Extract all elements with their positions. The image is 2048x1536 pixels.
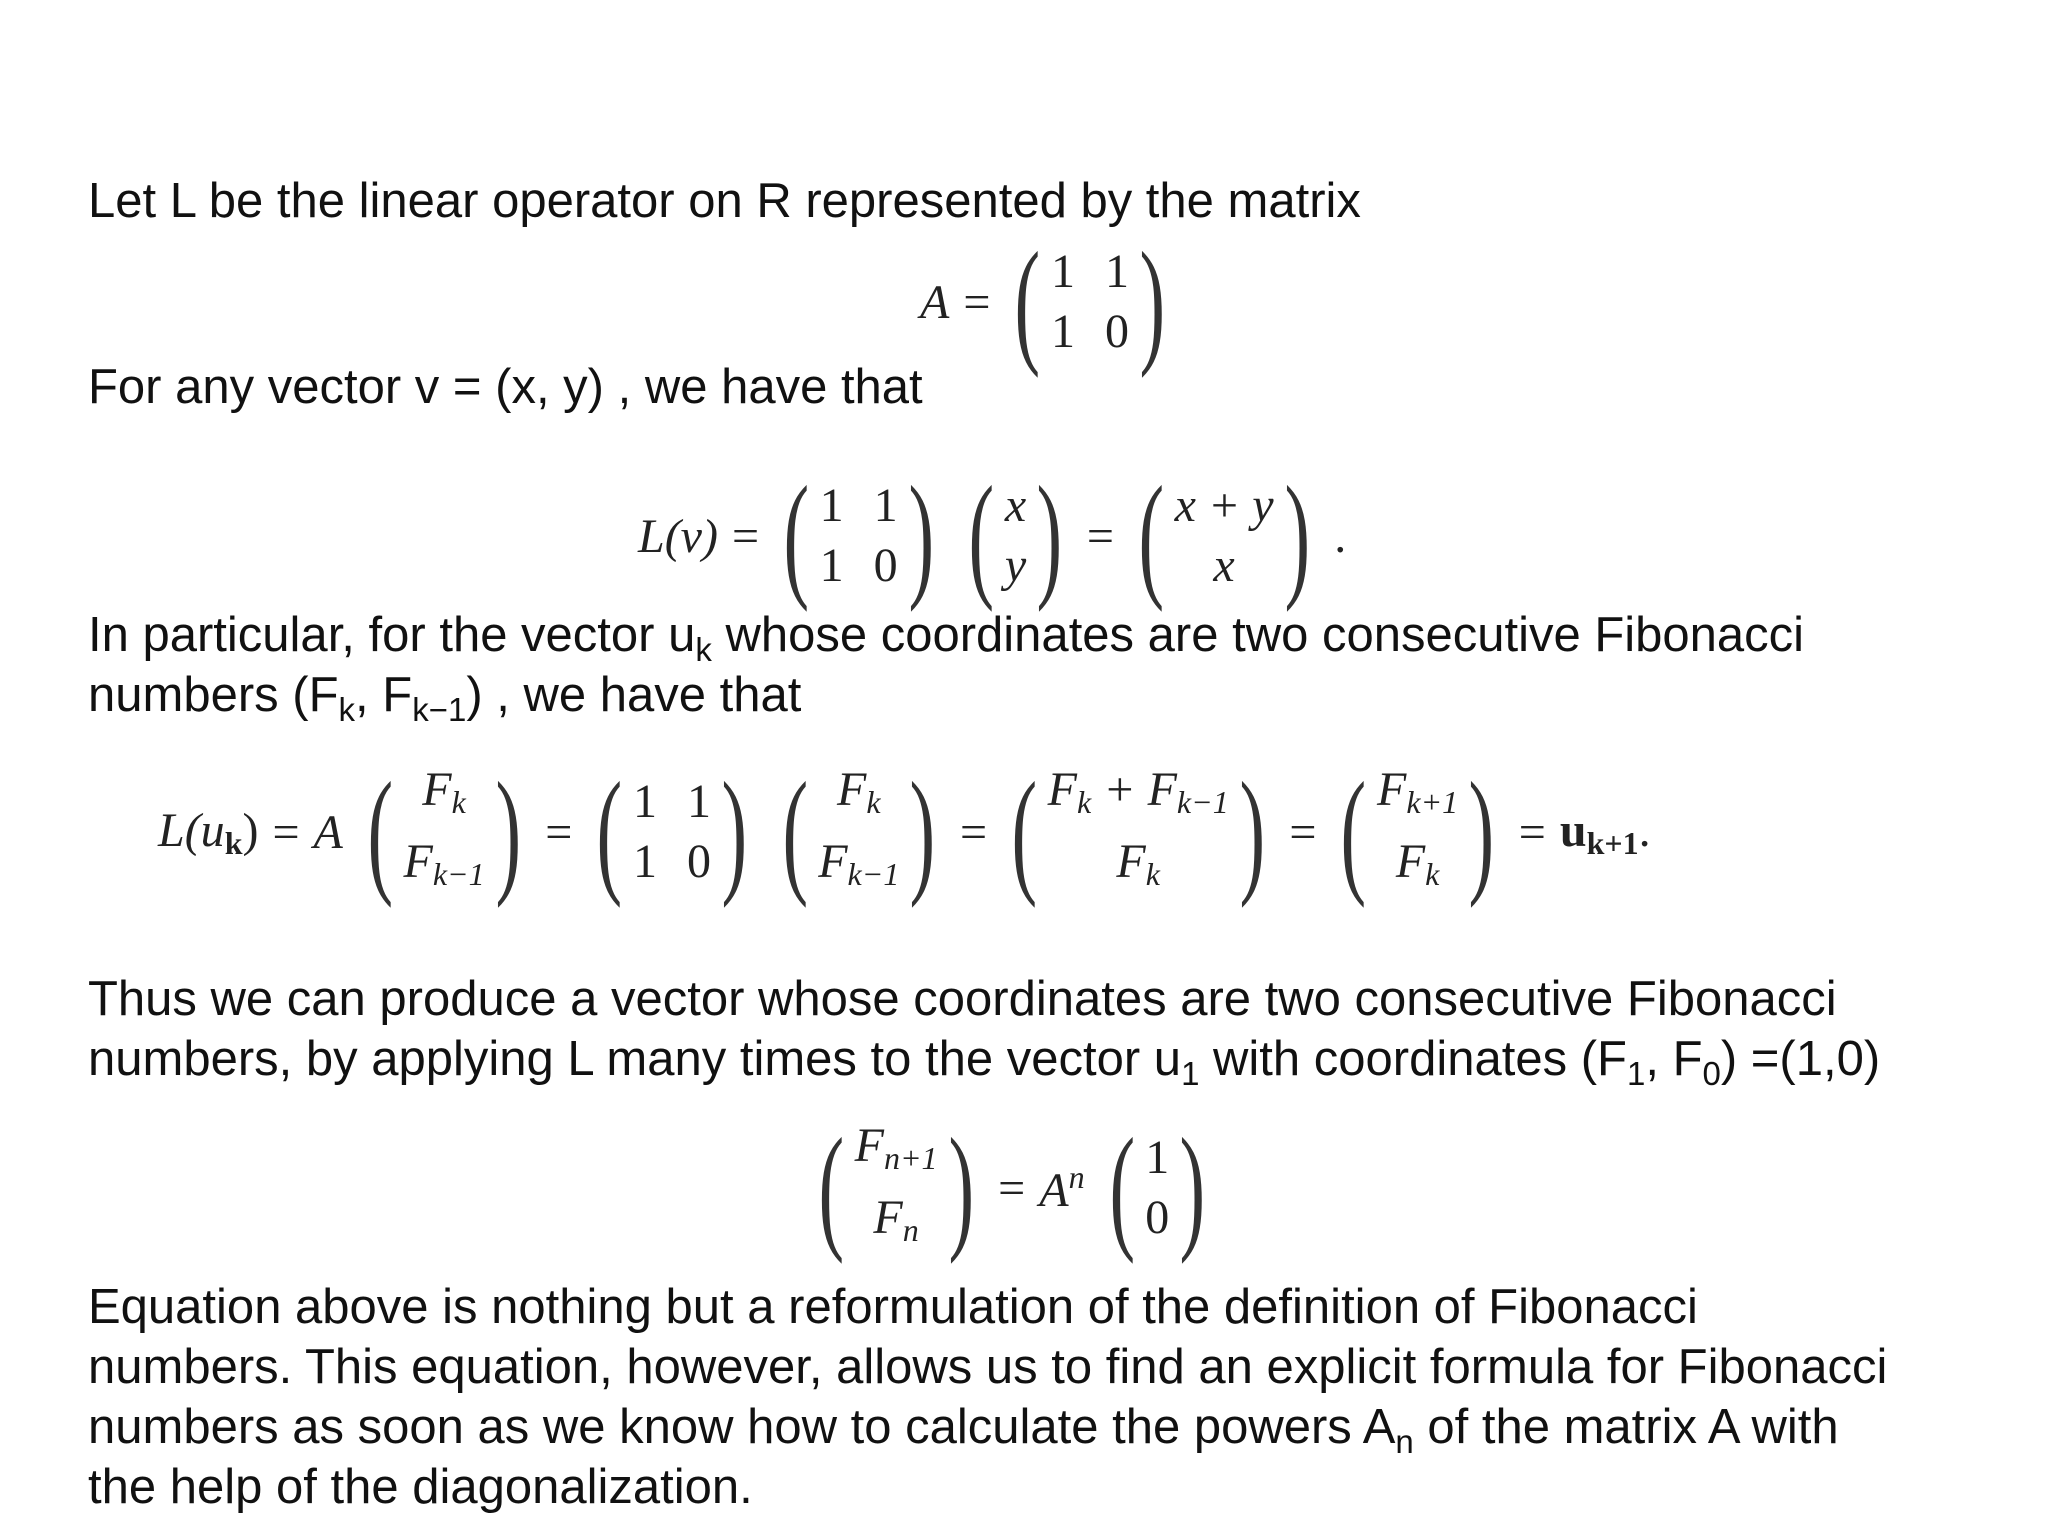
paragraph-vector: For any vector v = (x, y) , we have that [88,360,923,414]
right-paren-icon: ) [721,754,748,909]
right-paren-icon: ) [495,754,521,909]
vector-cell: y [1004,539,1027,592]
matrix [586,754,757,909]
subscript: k [695,631,712,668]
math-subscript: n+1 [883,1140,938,1176]
matrix-cell: 1 [819,539,844,592]
subscript: k−1 [412,691,467,728]
matrix-cell: 0 [1105,305,1130,358]
text-run: whose coordinates are two consecutive Fibonacci [711,608,1805,662]
math-symbol: F [873,1191,903,1244]
vector-cell [1377,834,1458,902]
vector-cell [1377,762,1458,830]
math-symbol: F [854,1119,884,1172]
math-symbol: F [1395,835,1426,888]
left-paren-icon: ( [1011,754,1038,909]
right-paren-icon: ) [1239,754,1265,909]
vector-cell [855,1118,938,1186]
math-superscript: n [1068,1158,1085,1195]
text-run: ) =(1,0) [1720,1032,1881,1086]
equation-matrix-a [920,224,1176,379]
equation-power [808,1110,1216,1265]
right-paren-icon: ) [1179,1110,1206,1265]
right-paren-icon: ) [1284,458,1310,613]
paragraph-intro: Let L be the linear operator on R represented by the matrix [88,174,1361,228]
vector-cell [1048,762,1229,830]
math-equals: = [1086,509,1114,563]
matrix-cell: 1 [1051,305,1076,358]
math-subscript: k [224,824,243,861]
math-subscript: k−1 [847,856,900,892]
text-run: , F [1645,1032,1703,1086]
vector-cell: x [1004,479,1027,532]
vector [1099,1110,1216,1265]
math-symbol: F [1377,763,1407,816]
vector-cell [818,762,899,830]
paragraph-equation-above-2: numbers. This equation, however, allows us to find an explicit formula for Fibonacci [88,1340,1888,1394]
math-symbol: ) [242,803,259,857]
math-equals: = [731,509,760,563]
subscript: n [1395,1423,1414,1460]
vector [808,1110,984,1265]
vector [958,458,1073,613]
vector-cell [404,762,485,830]
math-subscript: k [1425,856,1440,892]
math-equals: = [963,275,991,329]
vector-cell: x [1213,539,1235,592]
matrix-cell: 1 [632,775,657,828]
paragraph-thus-cont [88,1028,1880,1090]
math-symbol: F [818,835,848,888]
left-paren-icon: ( [367,754,394,909]
subscript: 0 [1702,1055,1721,1092]
paragraph-particular-cont [88,664,801,726]
math-symbol: F [403,835,433,888]
matrix-cell: 1 [686,775,711,828]
math-equals: = [998,1161,1026,1215]
math-rhs [1560,803,1651,862]
math-lhs [158,803,258,862]
left-paren-icon: ( [782,754,808,909]
vector-cell: x + y [1174,479,1274,532]
math-subscript: k−1 [432,856,485,892]
math-symbol: F [837,763,867,816]
text-run: of the matrix A with [1413,1400,1839,1454]
math-subscript: k [1076,784,1092,820]
vector [1128,458,1320,613]
vector [357,754,531,909]
subscript: 1 [1181,1055,1200,1092]
math-symbol: L(u [158,803,225,857]
vector-cell [1048,834,1229,902]
left-paren-icon: ( [1340,754,1367,909]
vector [1001,754,1275,909]
matrix-cell: 1 [873,479,898,532]
math-subscript: k+1 [1406,784,1459,820]
matrix [773,458,944,613]
matrix [1004,224,1175,379]
matrix-cell: 1 [632,835,657,888]
paragraph-particular [88,604,1804,666]
matrix-cell: 1 [819,479,844,532]
text-run: numbers (F [88,668,339,722]
vector-cell [404,834,485,902]
math-symbol: L(v) [638,509,718,563]
math-subscript: k [866,784,881,820]
left-paren-icon: ( [596,754,623,909]
subscript: 1 [1626,1055,1646,1092]
left-paren-icon: ( [1109,1110,1135,1265]
text-run: , F [355,668,413,722]
text-run: numbers as soon as we know how to calculate the powers A [88,1400,1396,1454]
math-equals: = [1518,805,1546,859]
right-paren-icon: ) [1468,754,1495,909]
text-run: with coordinates (F [1199,1032,1627,1086]
matrix-cell: 1 [1051,245,1076,298]
math-subscript: k−1 [1176,784,1229,820]
math-equals: = [959,805,988,859]
math-symbol: F [1116,835,1146,888]
matrix-cell: 1 [1105,245,1130,298]
math-symbol: A [1039,1163,1069,1217]
text-run: In particular, for the vector u [88,608,696,662]
left-paren-icon: ( [818,1110,845,1265]
math-equals: = [272,805,300,859]
vector [1330,754,1504,909]
right-paren-icon: ) [948,1110,974,1265]
paragraph-equation-above-4: the help of the diagonalization. [88,1460,753,1514]
math-subscript: k [451,784,466,820]
text-run: ) , we have that [466,668,802,722]
right-paren-icon: ) [908,458,934,613]
math-equals: = [545,805,573,859]
right-paren-icon: ) [1036,458,1063,613]
math-subscript: k [1145,856,1160,892]
vector-cell [855,1190,938,1258]
paragraph-equation-above: Equation above is nothing but a reformulation of the definition of Fibonacci [88,1280,1698,1334]
equation-l-of-v [638,458,1347,613]
math-symbol: F [1047,763,1077,816]
left-paren-icon: ( [783,458,810,613]
vector [772,754,946,909]
paragraph-equation-above-3 [88,1396,1839,1458]
left-paren-icon: ( [968,458,995,613]
math-subscript: n [902,1212,919,1248]
math-subscript: k+1 [1586,824,1639,861]
math-equals: = [1289,805,1317,859]
matrix-cell: 0 [873,539,898,592]
math-symbol: A [313,805,343,859]
subscript: k [338,691,356,728]
math-symbol: u [1559,803,1587,857]
paragraph-thus: Thus we can produce a vector whose coordinates are two consecutive Fibonacci [88,972,1837,1026]
math-period: . [1638,803,1651,857]
left-paren-icon: ( [1014,224,1041,379]
right-paren-icon: ) [909,754,936,909]
matrix-cell: 0 [686,835,711,888]
vector-cell: 0 [1145,1191,1170,1244]
math-symbol: A [920,275,950,329]
math-period: . [1334,509,1347,563]
math-symbol: + F [1091,763,1177,816]
right-paren-icon: ) [1139,224,1166,379]
math-symbol: F [422,763,452,816]
vector-cell [818,834,899,902]
left-paren-icon: ( [1138,458,1165,613]
equation-l-of-uk [158,754,1651,909]
vector-cell: 1 [1145,1131,1170,1184]
text-run: numbers, by applying L many times to the vector u [88,1032,1182,1086]
math-power [1039,1159,1084,1218]
